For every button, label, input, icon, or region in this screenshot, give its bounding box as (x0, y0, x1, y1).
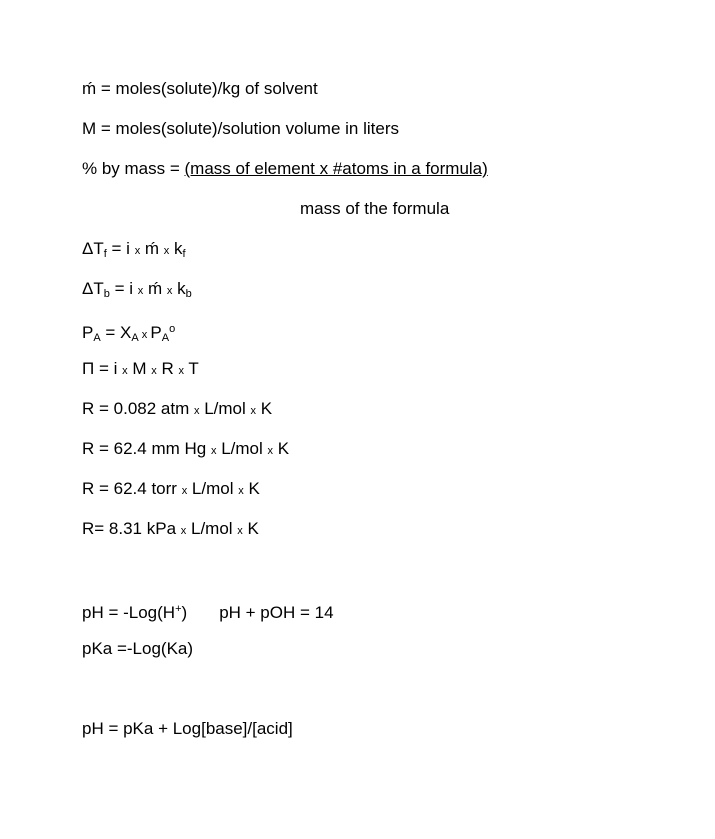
times-symbol: x (178, 365, 184, 377)
molality-formula: ḿ = moles(solute)/kg of solvent (82, 79, 318, 98)
osmotic-a: Π = i (82, 359, 123, 378)
ph-formula (82, 598, 334, 624)
mass-percent-prefix: % by mass = (82, 159, 185, 178)
times-symbol: x (151, 365, 157, 377)
r3-a: R = 62.4 torr (82, 479, 182, 498)
raoult-x-sub: A (131, 332, 139, 344)
times-symbol: x (180, 525, 187, 537)
osmotic-pressure-formula (82, 358, 199, 382)
raoult-p2-sup: o (169, 323, 176, 335)
mass-percent-formula (82, 158, 488, 180)
raoult-law-formula (82, 318, 175, 349)
r1-a: R = 0.082 atm (82, 399, 194, 418)
mass-percent-denominator: mass of the formula (300, 199, 450, 218)
times-symbol: x (138, 329, 151, 341)
raoult-p-sub: A (93, 332, 101, 344)
boiling-lhs-sub: b (103, 288, 110, 300)
boiling-mid1: = i (109, 279, 138, 298)
boiling-mid2: ḿ (143, 279, 167, 298)
r2-a: R = 62.4 mm Hg (82, 439, 211, 458)
times-symbol: x (193, 405, 200, 417)
gas-constant-mmhg (82, 438, 289, 462)
raoult-p2: P (150, 323, 162, 342)
pka-formula: pKa =-Log(Ka) (82, 639, 194, 658)
freezing-k: k (169, 239, 183, 258)
times-symbol: x (238, 485, 244, 497)
boiling-k: k (172, 279, 186, 298)
mass-percent-numerator: (mass of element x #atoms in a formula) (184, 159, 488, 178)
times-symbol: x (267, 445, 273, 457)
times-symbol: x (210, 445, 217, 457)
boiling-point-formula (82, 278, 192, 305)
raoult-p2-sub: A (161, 332, 170, 344)
ph-b: ) (181, 603, 188, 622)
raoult-eq: = X (100, 323, 132, 342)
r2-b: L/mol (216, 439, 268, 458)
times-symbol: x (237, 525, 243, 537)
ph-poh-formula: pH + pOH = 14 (219, 603, 334, 622)
boiling-lhs: ΔT (82, 279, 104, 298)
freezing-mid1: = i (106, 239, 135, 258)
freezing-lhs: ΔT (82, 239, 104, 258)
freezing-point-formula (82, 238, 186, 265)
osmotic-b: M (127, 359, 152, 378)
ph-a: pH = -Log(H (82, 603, 176, 622)
times-symbol: x (122, 365, 128, 377)
boiling-k-sub: b (185, 288, 192, 300)
r1-b: L/mol (199, 399, 251, 418)
times-symbol: x (250, 405, 257, 417)
raoult-p: P (82, 323, 94, 342)
r3-c: K (243, 479, 260, 498)
times-symbol: x (166, 285, 173, 297)
r3-b: L/mol (187, 479, 239, 498)
ph-sup: + (175, 603, 182, 615)
osmotic-c: R (156, 359, 179, 378)
r4-a: R= 8.31 kPa (82, 519, 181, 538)
freezing-lhs-sub: f (103, 248, 107, 260)
gas-constant-atm (82, 398, 272, 422)
r4-c: K (242, 519, 259, 538)
freezing-mid2: ḿ (140, 239, 164, 258)
r1-c: K (256, 399, 273, 418)
r4-b: L/mol (186, 519, 238, 538)
henderson-hasselbalch-formula: pH = pKa + Log[base]/[acid] (82, 719, 293, 738)
times-symbol: x (163, 245, 170, 257)
times-symbol: x (181, 485, 188, 497)
osmotic-d: T (184, 359, 199, 378)
gas-constant-kpa (82, 518, 259, 542)
molarity-formula: M = moles(solute)/solution volume in liters (82, 119, 399, 138)
times-symbol: x (137, 285, 144, 297)
times-symbol: x (134, 245, 141, 257)
freezing-k-sub: f (182, 248, 186, 260)
gas-constant-torr (82, 478, 260, 502)
r2-c: K (273, 439, 290, 458)
